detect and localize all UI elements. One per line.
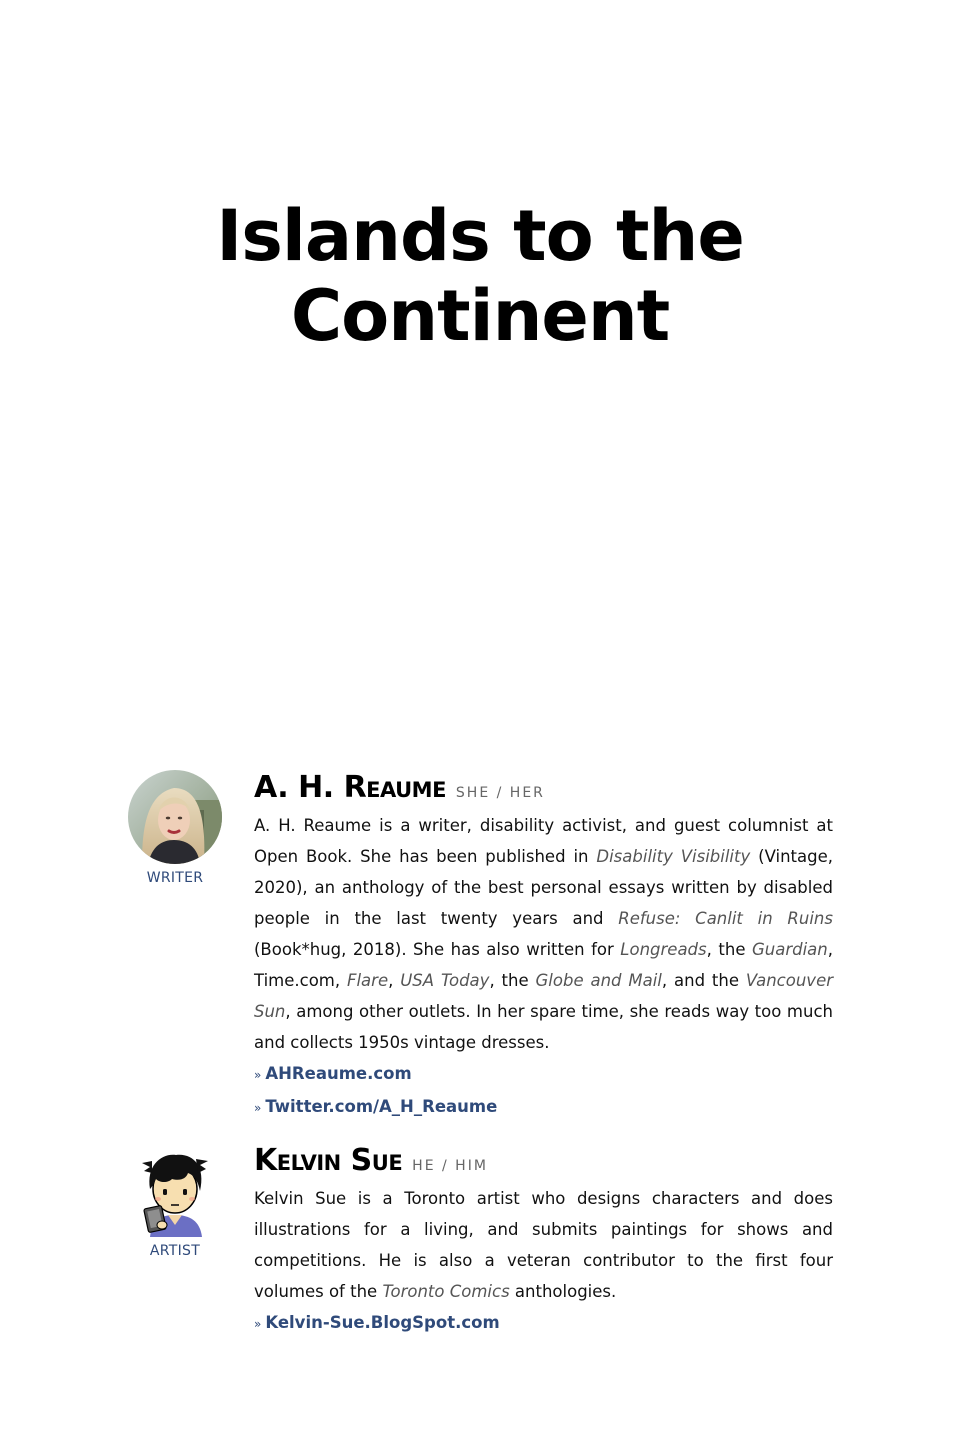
bio-title-italic: Guardian	[751, 940, 828, 959]
bio-text: anthologies.	[509, 1282, 617, 1301]
writer-portrait-image	[128, 770, 222, 864]
contributor-side	[128, 770, 222, 886]
bio-text: , Time.com,	[254, 940, 833, 990]
contributor-links	[254, 1058, 833, 1124]
artist-cartoon-image	[128, 1143, 222, 1237]
name-line	[254, 770, 833, 810]
bio-title-italic: Vancouver Sun	[254, 971, 833, 1021]
link-marker: »	[254, 1068, 262, 1082]
name-line	[254, 1143, 833, 1183]
title-line-1: Islands to the	[216, 195, 744, 277]
contributor-bio	[254, 1183, 833, 1307]
bio-title-italic: Flare	[346, 971, 389, 990]
bio-text: (Book*hug, 2018). She has also written for	[254, 940, 621, 959]
bio-title-italic: Toronto Comics	[382, 1282, 510, 1301]
contributor-pronouns: HE / HIM	[412, 1158, 488, 1174]
bio-title-italic: Longreads	[620, 940, 707, 959]
link-text[interactable]: Twitter.com/A_H_Reaume	[265, 1097, 498, 1116]
contributor-side	[128, 1143, 222, 1259]
contributor-content	[254, 1143, 833, 1340]
link-blog[interactable]	[254, 1307, 833, 1340]
bio-title-italic: Disability Visibility	[596, 847, 751, 866]
bio-title-italic: USA Today	[400, 971, 490, 990]
link-text[interactable]: Kelvin-Sue.BlogSpot.com	[265, 1313, 500, 1332]
book-title	[0, 196, 960, 356]
contributor-links	[254, 1307, 833, 1340]
avatar-writer-photo	[128, 770, 222, 864]
bio-text: , the	[706, 940, 752, 959]
link-text[interactable]: AHReaume.com	[265, 1064, 412, 1083]
link-marker: »	[254, 1101, 262, 1115]
link-website[interactable]	[254, 1058, 833, 1091]
role-label: ARTIST	[149, 1243, 201, 1259]
bio-text: , the	[489, 971, 536, 990]
link-twitter[interactable]	[254, 1091, 833, 1124]
contributor-name: Kelvin Sue	[254, 1143, 403, 1178]
contributor-content	[254, 770, 833, 1124]
bio-title-italic: Globe and Mail	[535, 971, 662, 990]
contributor-name: A. H. Reaume	[254, 770, 446, 805]
bio-title-italic: Refuse: Canlit in Ruins	[618, 909, 833, 928]
contributor-pronouns: SHE / HER	[455, 785, 545, 801]
bio-text: A. H. Reaume is a writer, disability activist, and guest columnist at Open Book. She has been published in	[254, 816, 833, 866]
bio-text: , among other outlets. In her spare time, she reads way too much and collects 1950s vintage dresses.	[254, 1002, 833, 1052]
bio-text: , and the	[661, 971, 746, 990]
title-line-2: Continent	[290, 275, 670, 357]
link-marker: »	[254, 1317, 262, 1331]
bio-text: ,	[388, 971, 401, 990]
bio-text: (Vintage, 2020), an anthology of the best personal essays written by disabled people in the last twenty years and	[254, 847, 833, 928]
avatar-artist-cartoon	[128, 1143, 222, 1237]
bio-text: Kelvin Sue is a Toronto artist who designs characters and does illustrations for a living, and submits paintings for shows and competitions. He is also a veteran contributor to the first four volumes of the	[254, 1189, 833, 1301]
role-label: WRITER	[146, 870, 204, 886]
contributor-bio	[254, 810, 833, 1058]
